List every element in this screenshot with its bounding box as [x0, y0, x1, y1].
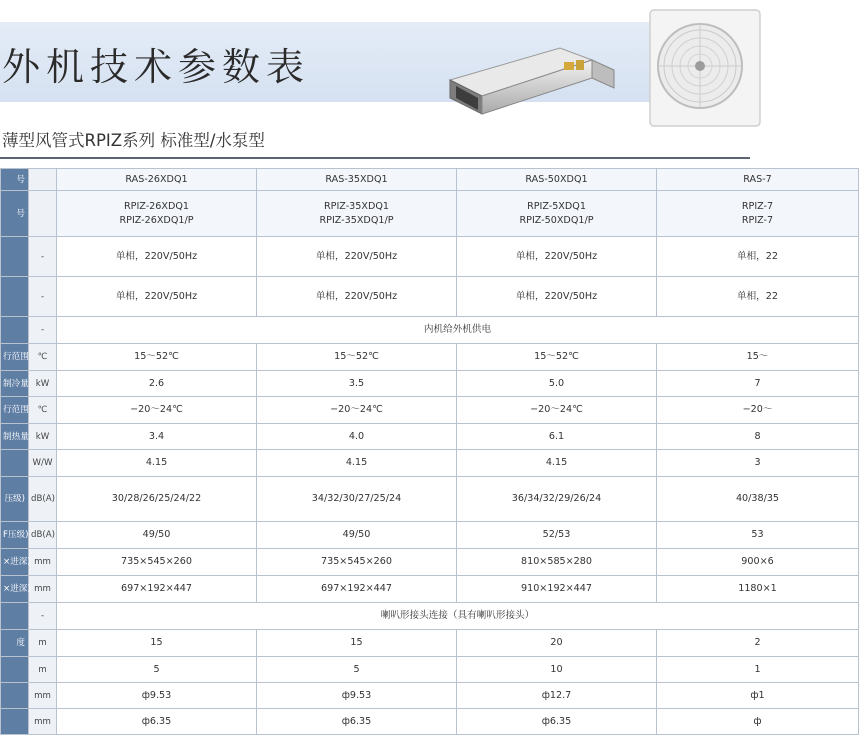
table-cell — [57, 191, 257, 237]
page-title: 外机技术参数表 — [2, 45, 311, 89]
table-cell: 4.15 — [257, 450, 457, 477]
table-cell: 4.15 — [57, 450, 257, 477]
table-cell: ф9.53 — [257, 683, 457, 709]
table-cell: 5.0 — [457, 371, 657, 397]
row-unit — [29, 191, 57, 237]
table-cell: 15～ — [657, 344, 859, 371]
table-cell: 1180×1 — [657, 576, 859, 603]
table-cell: 697×192×447 — [57, 576, 257, 603]
table-cell-line: RPIZ-7 — [741, 200, 774, 212]
row-unit: ℃ — [29, 397, 57, 424]
row-unit: kW — [29, 424, 57, 450]
row-unit: - — [29, 603, 57, 630]
row-label: 行范围 — [1, 344, 29, 371]
row-unit: - — [29, 277, 57, 317]
table-cell: 910×192×447 — [457, 576, 657, 603]
table-cell: 20 — [457, 630, 657, 657]
table-cell: 10 — [457, 657, 657, 683]
table-row — [1, 424, 859, 450]
table-cell: 52/53 — [457, 522, 657, 549]
table-row — [1, 576, 859, 603]
row-label — [1, 603, 29, 630]
outdoor-unit-image — [648, 6, 758, 130]
table-row — [1, 371, 859, 397]
spec-table — [0, 168, 859, 735]
row-label — [1, 317, 29, 344]
table-cell: 3.5 — [257, 371, 457, 397]
table-cell: −20～24℃ — [57, 397, 257, 424]
row-unit — [29, 169, 57, 191]
table-cell: 4.0 — [257, 424, 457, 450]
table-row — [1, 657, 859, 683]
table-cell: 2.6 — [57, 371, 257, 397]
table-cell: 34/32/30/27/25/24 — [257, 477, 457, 522]
row-unit: mm — [29, 576, 57, 603]
table-row — [1, 191, 859, 237]
table-cell: 49/50 — [257, 522, 457, 549]
table-cell: RAS-7 — [657, 169, 859, 191]
table-cell: RAS-50XDQ1 — [457, 169, 657, 191]
row-label: ×进深) — [1, 549, 29, 576]
row-label: 制冷量 — [1, 371, 29, 397]
table-cell: 15 — [257, 630, 457, 657]
row-label: F压级) — [1, 522, 29, 549]
table-cell: 697×192×447 — [257, 576, 457, 603]
row-label: 压级) — [1, 477, 29, 522]
table-cell: 3.4 — [57, 424, 257, 450]
table-cell-line: RPIZ-35XDQ1/P — [319, 214, 394, 226]
table-row — [1, 397, 859, 424]
table-row — [1, 549, 859, 576]
table-cell: 单相，220V/50Hz — [57, 237, 257, 277]
table-cell: 2 — [657, 630, 859, 657]
table-cell — [457, 191, 657, 237]
table-cell: 40/38/35 — [657, 477, 859, 522]
row-label: 行范围 — [1, 397, 29, 424]
row-unit: - — [29, 237, 57, 277]
row-unit: ℃ — [29, 344, 57, 371]
table-cell: 15～52℃ — [457, 344, 657, 371]
table-cell: 单相，220V/50Hz — [457, 237, 657, 277]
table-row — [1, 277, 859, 317]
table-cell: 1 — [657, 657, 859, 683]
table-cell: 36/34/32/29/26/24 — [457, 477, 657, 522]
row-label: 度 — [1, 630, 29, 657]
table-row — [1, 477, 859, 522]
table-row — [1, 630, 859, 657]
title-divider — [0, 157, 750, 159]
row-unit: - — [29, 317, 57, 344]
table-row — [1, 317, 859, 344]
row-label: ×进深) — [1, 576, 29, 603]
row-unit: dB(A) — [29, 477, 57, 522]
row-unit: mm — [29, 683, 57, 709]
table-cell: −20～24℃ — [257, 397, 457, 424]
table-cell: 4.15 — [457, 450, 657, 477]
row-unit: mm — [29, 709, 57, 735]
row-unit: mm — [29, 549, 57, 576]
table-row — [1, 237, 859, 277]
table-cell: ф1 — [657, 683, 859, 709]
table-row — [1, 709, 859, 735]
table-cell — [657, 191, 859, 237]
table-cell-line: RPIZ-50XDQ1/P — [519, 214, 594, 226]
table-cell: 单相，22 — [657, 277, 859, 317]
table-cell: 7 — [657, 371, 859, 397]
table-row — [1, 169, 859, 191]
table-cell-span: 喇叭形接头连接（具有喇叭形接头） — [57, 603, 859, 630]
row-unit: W/W — [29, 450, 57, 477]
row-label — [1, 237, 29, 277]
row-label — [1, 683, 29, 709]
table-cell: 5 — [257, 657, 457, 683]
table-cell: RAS-35XDQ1 — [257, 169, 457, 191]
table-cell-line: RPIZ-5XDQ1 — [527, 200, 586, 212]
table-cell: 6.1 — [457, 424, 657, 450]
row-unit: m — [29, 657, 57, 683]
table-cell: ф6.35 — [257, 709, 457, 735]
table-row — [1, 344, 859, 371]
table-cell: 900×6 — [657, 549, 859, 576]
table-cell: 15～52℃ — [57, 344, 257, 371]
table-cell-line: RPIZ-35XDQ1 — [324, 200, 389, 212]
table-cell: −20～ — [657, 397, 859, 424]
table-cell: 30/28/26/25/24/22 — [57, 477, 257, 522]
table-cell: 单相，22 — [657, 237, 859, 277]
table-cell — [257, 191, 457, 237]
table-cell: 735×545×260 — [57, 549, 257, 576]
table-cell-span: 内机给外机供电 — [57, 317, 859, 344]
table-cell: 8 — [657, 424, 859, 450]
row-label: 号 — [1, 169, 29, 191]
table-cell: ф6.35 — [457, 709, 657, 735]
table-cell: 单相，220V/50Hz — [57, 277, 257, 317]
row-label — [1, 450, 29, 477]
row-label: 制热量 — [1, 424, 29, 450]
table-cell: ф — [657, 709, 859, 735]
table-cell: 49/50 — [57, 522, 257, 549]
row-unit: m — [29, 630, 57, 657]
table-cell: 单相，220V/50Hz — [257, 237, 457, 277]
table-cell: ф12.7 — [457, 683, 657, 709]
table-cell: 53 — [657, 522, 859, 549]
table-row — [1, 603, 859, 630]
table-cell: 单相，220V/50Hz — [257, 277, 457, 317]
table-cell-line: RPIZ-26XDQ1 — [124, 200, 189, 212]
table-cell: 单相，220V/50Hz — [457, 277, 657, 317]
table-cell-line: RPIZ-7 — [741, 214, 774, 226]
table-cell: 3 — [657, 450, 859, 477]
table-row — [1, 683, 859, 709]
row-unit: dB(A) — [29, 522, 57, 549]
table-row — [1, 450, 859, 477]
table-cell: RAS-26XDQ1 — [57, 169, 257, 191]
table-row — [1, 522, 859, 549]
duct-unit-image — [442, 40, 622, 118]
row-label: 号 — [1, 191, 29, 237]
table-cell: 5 — [57, 657, 257, 683]
table-cell: 735×545×260 — [257, 549, 457, 576]
page-subtitle: 薄型风管式RPIZ系列 标准型/水泵型 — [2, 131, 265, 150]
table-cell-line: RPIZ-26XDQ1/P — [119, 214, 194, 226]
table-cell: 810×585×280 — [457, 549, 657, 576]
row-label — [1, 709, 29, 735]
row-label — [1, 657, 29, 683]
table-cell: 15～52℃ — [257, 344, 457, 371]
table-cell: ф6.35 — [57, 709, 257, 735]
table-cell: −20～24℃ — [457, 397, 657, 424]
row-label — [1, 277, 29, 317]
table-cell: 15 — [57, 630, 257, 657]
table-cell: ф9.53 — [57, 683, 257, 709]
row-unit: kW — [29, 371, 57, 397]
